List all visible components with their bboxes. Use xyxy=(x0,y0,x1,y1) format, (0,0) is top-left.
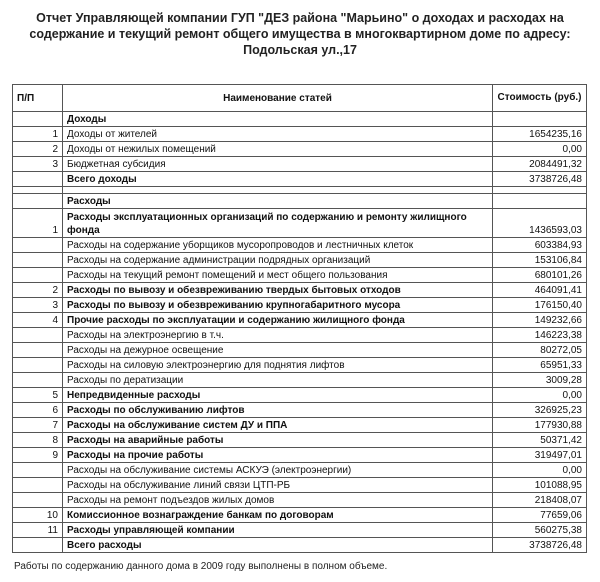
row-number-cell xyxy=(13,478,63,493)
column-header-name: Наименование статей xyxy=(63,85,493,112)
row-value-cell: 80272,05 xyxy=(493,343,587,358)
row-value-cell: 1436593,03 xyxy=(493,209,587,238)
row-value-cell: 560275,38 xyxy=(493,523,587,538)
row-number-cell xyxy=(13,253,63,268)
table-row xyxy=(13,343,587,358)
column-header-number: П/П xyxy=(13,85,63,112)
row-number-cell: 8 xyxy=(13,433,63,448)
row-value-cell: 146223,38 xyxy=(493,328,587,343)
row-number-cell xyxy=(13,463,63,478)
report-footer-note: Работы по содержанию данного дома в 2009 году выполнены в полном объеме. xyxy=(14,561,388,572)
row-name-cell: Бюджетная субсидия xyxy=(63,157,493,172)
row-value-cell: 77659,06 xyxy=(493,508,587,523)
row-name-cell: Расходы на содержание администрации подрядных организаций xyxy=(63,253,493,268)
table-row xyxy=(13,194,587,209)
row-number-cell xyxy=(13,358,63,373)
row-value-cell: 0,00 xyxy=(493,142,587,157)
row-name-cell: Расходы на обслуживание систем ДУ и ППА xyxy=(63,418,493,433)
column-header-value: Стоимость (руб.) xyxy=(493,85,587,112)
table-row xyxy=(13,478,587,493)
row-value-cell: 0,00 xyxy=(493,463,587,478)
row-name-cell: Расходы на дежурное освещение xyxy=(63,343,493,358)
table-row xyxy=(13,388,587,403)
row-number-cell: 2 xyxy=(13,142,63,157)
row-value-cell: 101088,95 xyxy=(493,478,587,493)
report-title xyxy=(0,10,600,58)
row-name-cell: Расходы по дератизации xyxy=(63,373,493,388)
table-row xyxy=(13,142,587,157)
row-number-cell xyxy=(13,373,63,388)
row-value-cell: 149232,66 xyxy=(493,313,587,328)
row-name-cell: Расходы на ремонт подъездов жилых домов xyxy=(63,493,493,508)
table-row xyxy=(13,463,587,478)
row-name-cell: Расходы на текущий ремонт помещений и мест общего пользования xyxy=(63,268,493,283)
row-name-cell: Расходы на силовую электроэнергию для поднятия лифтов xyxy=(63,358,493,373)
report-title-line-3: Подольская ул.,17 xyxy=(243,43,357,57)
row-number-cell xyxy=(13,112,63,127)
row-name-cell xyxy=(63,187,493,194)
table-row xyxy=(13,268,587,283)
row-name-cell: Непредвиденные расходы xyxy=(63,388,493,403)
row-value-cell xyxy=(493,194,587,209)
row-value-cell: 2084491,32 xyxy=(493,157,587,172)
row-number-cell xyxy=(13,343,63,358)
table-row xyxy=(13,187,587,194)
row-number-cell: 11 xyxy=(13,523,63,538)
row-name-cell: Расходы по обслуживанию лифтов xyxy=(63,403,493,418)
row-number-cell: 10 xyxy=(13,508,63,523)
row-value-cell: 176150,40 xyxy=(493,298,587,313)
row-number-cell xyxy=(13,172,63,187)
row-number-cell: 2 xyxy=(13,283,63,298)
row-value-cell: 153106,84 xyxy=(493,253,587,268)
row-value-cell: 0,00 xyxy=(493,388,587,403)
row-value-cell: 3009,28 xyxy=(493,373,587,388)
row-value-cell: 464091,41 xyxy=(493,283,587,298)
row-name-cell: Расходы на электроэнергию в т.ч. xyxy=(63,328,493,343)
table-row xyxy=(13,433,587,448)
table-row xyxy=(13,448,587,463)
row-name-cell: Всего расходы xyxy=(63,538,493,553)
row-name-cell: Расходы на прочие работы xyxy=(63,448,493,463)
row-name-cell: Расходы эксплуатационных организаций по содержанию и ремонту жилищного фонда xyxy=(63,209,493,238)
table-row xyxy=(13,403,587,418)
row-value-cell: 326925,23 xyxy=(493,403,587,418)
table-row xyxy=(13,523,587,538)
row-value-cell: 177930,88 xyxy=(493,418,587,433)
row-value-cell xyxy=(493,112,587,127)
row-value-cell: 603384,93 xyxy=(493,238,587,253)
table-row xyxy=(13,253,587,268)
row-name-cell: Прочие расходы по эксплуатации и содержанию жилищного фонда xyxy=(63,313,493,328)
table-row xyxy=(13,538,587,553)
table-row xyxy=(13,418,587,433)
row-number-cell: 1 xyxy=(13,127,63,142)
row-name-cell: Расходы по вывозу и обезвреживанию крупногабаритного мусора xyxy=(63,298,493,313)
row-number-cell xyxy=(13,538,63,553)
table-row xyxy=(13,358,587,373)
row-value-cell: 680101,26 xyxy=(493,268,587,283)
row-name-cell: Доходы xyxy=(63,112,493,127)
table-row xyxy=(13,508,587,523)
table-row xyxy=(13,313,587,328)
row-name-cell: Расходы по вывозу и обезвреживанию твердых бытовых отходов xyxy=(63,283,493,298)
row-value-cell xyxy=(493,187,587,194)
row-name-cell: Комиссионное вознаграждение банкам по договорам xyxy=(63,508,493,523)
row-name-cell: Всего доходы xyxy=(63,172,493,187)
table-row xyxy=(13,127,587,142)
row-number-cell xyxy=(13,328,63,343)
row-number-cell: 6 xyxy=(13,403,63,418)
table-row xyxy=(13,157,587,172)
row-number-cell: 3 xyxy=(13,157,63,172)
row-name-cell: Расходы на аварийные работы xyxy=(63,433,493,448)
report-table-body xyxy=(13,112,587,553)
row-value-cell: 50371,42 xyxy=(493,433,587,448)
table-row xyxy=(13,298,587,313)
row-name-cell: Доходы от нежилых помещений xyxy=(63,142,493,157)
table-row xyxy=(13,238,587,253)
table-row xyxy=(13,209,587,238)
table-row xyxy=(13,328,587,343)
row-number-cell: 1 xyxy=(13,209,63,238)
row-number-cell: 4 xyxy=(13,313,63,328)
report-title-line-1: Отчет Управляющей компании ГУП "ДЕЗ района "Марьино" о доходах и расходах на xyxy=(36,11,564,25)
table-row xyxy=(13,172,587,187)
table-header-row xyxy=(13,85,587,112)
row-name-cell: Расходы на обслуживание линий связи ЦТП-РБ xyxy=(63,478,493,493)
row-number-cell xyxy=(13,493,63,508)
row-name-cell: Расходы на обслуживание системы АСКУЭ (электроэнергии) xyxy=(63,463,493,478)
row-name-cell: Расходы управляющей компании xyxy=(63,523,493,538)
row-value-cell: 1654235,16 xyxy=(493,127,587,142)
row-number-cell xyxy=(13,194,63,209)
report-table xyxy=(12,84,587,553)
row-name-cell: Расходы xyxy=(63,194,493,209)
table-row xyxy=(13,373,587,388)
row-number-cell xyxy=(13,187,63,194)
row-number-cell: 3 xyxy=(13,298,63,313)
table-row xyxy=(13,283,587,298)
row-name-cell: Доходы от жителей xyxy=(63,127,493,142)
report-title-line-2: содержание и текущий ремонт общего имущества в многоквартирном доме по адресу: xyxy=(29,27,571,41)
table-row xyxy=(13,493,587,508)
row-value-cell: 65951,33 xyxy=(493,358,587,373)
table-row xyxy=(13,112,587,127)
row-number-cell xyxy=(13,268,63,283)
row-number-cell xyxy=(13,238,63,253)
row-number-cell: 5 xyxy=(13,388,63,403)
row-number-cell: 9 xyxy=(13,448,63,463)
row-value-cell: 218408,07 xyxy=(493,493,587,508)
row-name-cell: Расходы на содержание уборщиков мусоропроводов и лестничных клеток xyxy=(63,238,493,253)
row-value-cell: 319497,01 xyxy=(493,448,587,463)
row-number-cell: 7 xyxy=(13,418,63,433)
row-value-cell: 3738726,48 xyxy=(493,538,587,553)
row-value-cell: 3738726,48 xyxy=(493,172,587,187)
